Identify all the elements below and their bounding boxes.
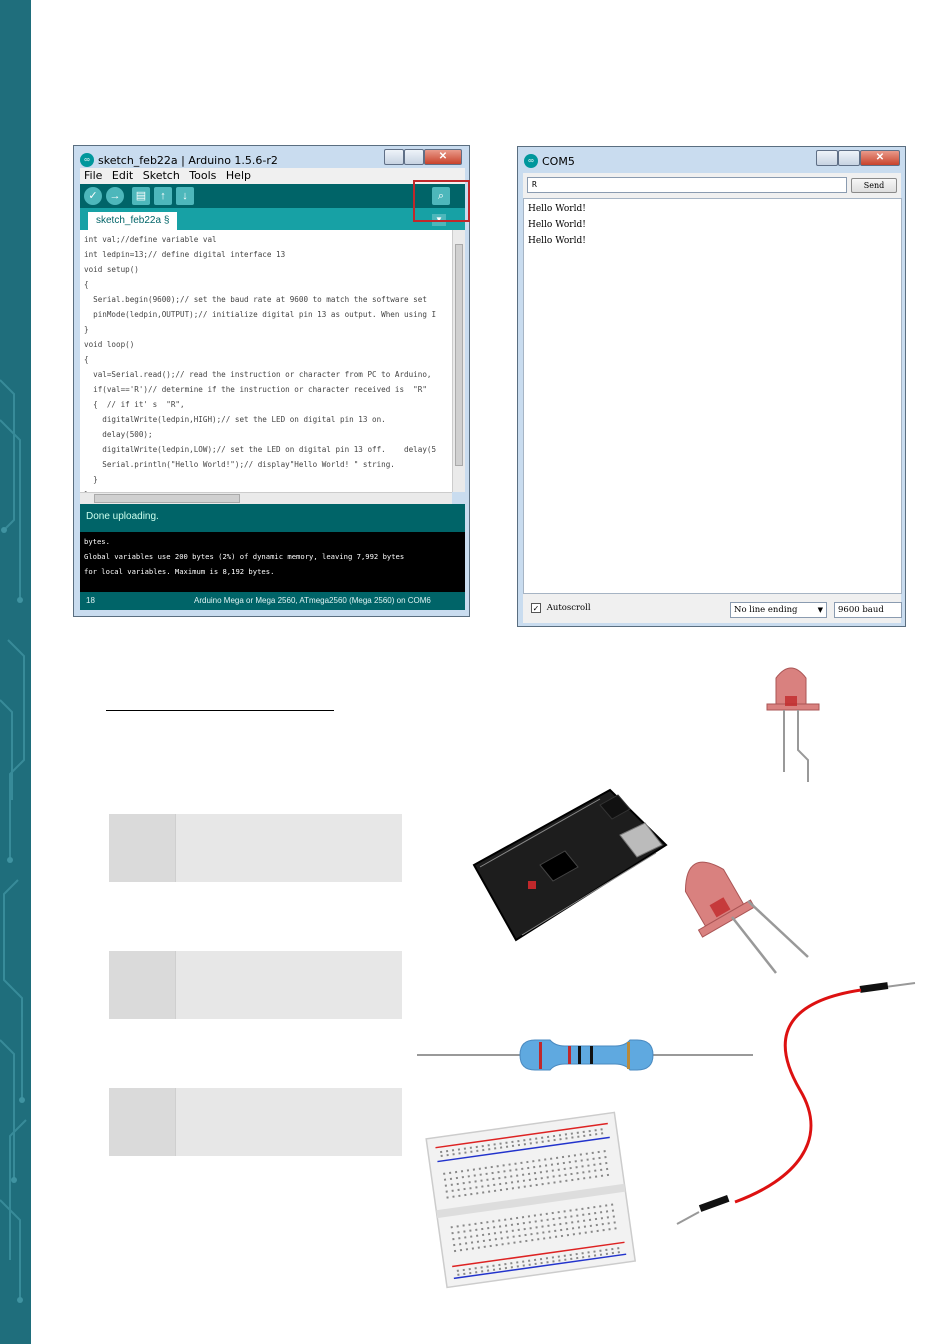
tab-sketch[interactable]: sketch_feb22a § (88, 212, 177, 230)
line-ending-value: No line ending (734, 605, 798, 615)
serial-monitor-highlight (413, 180, 470, 222)
code-editor[interactable] (80, 230, 452, 492)
led-large-illustration (670, 845, 820, 980)
autoscroll-control[interactable] (531, 603, 591, 614)
code-line: digitalWrite(ledpin,LOW);// set the LED on digital pin 13 off. delay(5 (84, 445, 437, 454)
serial-output-line: Hello World! (528, 236, 586, 246)
code-line: { (84, 280, 89, 289)
minimize-button[interactable] (816, 150, 838, 166)
menu-bar (80, 168, 465, 184)
maximize-button[interactable] (838, 150, 860, 166)
baud-value: 9600 baud (838, 605, 884, 615)
serial-output-line: Hello World! (528, 220, 586, 230)
arduino-logo-icon: ∞ (80, 153, 94, 167)
code-line: pinMode(ledpin,OUTPUT);// initialize digital pin 13 as output. When using I (84, 310, 437, 319)
send-button[interactable]: Send (851, 178, 897, 193)
upload-button[interactable]: → (106, 187, 124, 205)
line-ending-select[interactable] (730, 602, 827, 618)
code-line: void setup() (84, 265, 139, 274)
code-line: { // if it' s "R", (84, 400, 185, 409)
code-line: Serial.println("Hello World!");// display"Hello World! " string. (84, 460, 395, 469)
maximize-button[interactable] (404, 149, 424, 165)
minimize-button[interactable] (384, 149, 404, 165)
code-lines (80, 230, 452, 502)
close-button[interactable]: ✕ (424, 149, 462, 165)
footer-bar (80, 592, 465, 610)
window-title: sketch_feb22a | Arduino 1.5.6-r2 (98, 154, 278, 167)
code-line: int val;//define variable val (84, 235, 217, 244)
code-line: digitalWrite(ledpin,HIGH);// set the LED on digital pin 13 on. (84, 415, 386, 424)
save-button[interactable]: ↓ (176, 187, 194, 205)
breadboard-illustration (425, 1105, 635, 1285)
arduino-mega-illustration (470, 785, 670, 945)
vertical-scrollbar[interactable] (452, 230, 465, 492)
console-line: for local variables. Maximum is 8,192 bytes. (84, 567, 275, 576)
code-line: int ledpin=13;// define digital interface 13 (84, 250, 286, 259)
status-text: Done uploading. (86, 511, 159, 522)
window-title: COM5 (542, 155, 575, 168)
code-line: } (84, 475, 98, 484)
tab-menu-icon[interactable]: ▼ (432, 214, 446, 226)
arduino-logo-icon: ∞ (524, 154, 538, 168)
console-output (80, 532, 465, 592)
chevron-down-icon: ▼ (817, 606, 823, 614)
code-line: } (84, 325, 89, 334)
menu-tools[interactable]: Tools (189, 169, 217, 182)
autoscroll-checkbox[interactable]: ✓ (532, 604, 540, 613)
baud-select[interactable] (834, 602, 902, 618)
code-line: void loop() (84, 340, 135, 349)
menu-sketch[interactable]: Sketch (142, 169, 180, 182)
horizontal-scrollbar[interactable] (80, 492, 452, 504)
open-button[interactable]: ↑ (154, 187, 172, 205)
send-input[interactable]: R (527, 177, 847, 193)
code-line: if(val=='R')// determine if the instruction or character received is "R" (84, 385, 427, 394)
new-button[interactable]: ▤ (132, 187, 150, 205)
serial-monitor-window (517, 146, 906, 627)
status-bar (80, 504, 465, 532)
console-line: bytes. (84, 537, 110, 546)
arduino-ide-window (73, 145, 470, 617)
menu-help[interactable]: Help (225, 169, 251, 182)
code-line: { (84, 355, 89, 364)
menu-file[interactable]: File (84, 169, 103, 182)
verify-button[interactable]: ✓ (84, 187, 102, 205)
led-small-illustration (760, 660, 830, 785)
autoscroll-label: Autoscroll (546, 603, 591, 613)
circuit-pattern-icon (0, 0, 31, 1344)
decorative-sidebar (0, 0, 31, 1344)
component-box-3 (109, 1088, 402, 1156)
jumper-wire-illustration (675, 980, 920, 1230)
toolbar (80, 184, 465, 208)
code-line: Serial.begin(9600);// set the baud rate at 9600 to match the software set (84, 295, 427, 304)
code-line: val=Serial.read();// read the instruction or character from PC to Arduino, (84, 370, 432, 379)
console-line: Global variables use 200 bytes (2%) of dynamic memory, leaving 7,992 bytes (84, 552, 405, 561)
line-number: 18 (86, 596, 95, 605)
menu-edit[interactable]: Edit (111, 169, 134, 182)
serial-monitor-button[interactable]: ⌕ (432, 187, 450, 205)
serial-output-line: Hello World! (528, 204, 586, 214)
tab-row (80, 208, 465, 230)
close-button[interactable]: ✕ (860, 150, 900, 166)
serial-output (523, 198, 902, 594)
title-underline (106, 710, 334, 711)
code-line: delay(500); (84, 430, 153, 439)
board-info: Arduino Mega or Mega 2560, ATmega2560 (Mega 2560) on COM6 (194, 596, 431, 605)
component-box-1 (109, 814, 402, 882)
component-box-2 (109, 951, 402, 1019)
